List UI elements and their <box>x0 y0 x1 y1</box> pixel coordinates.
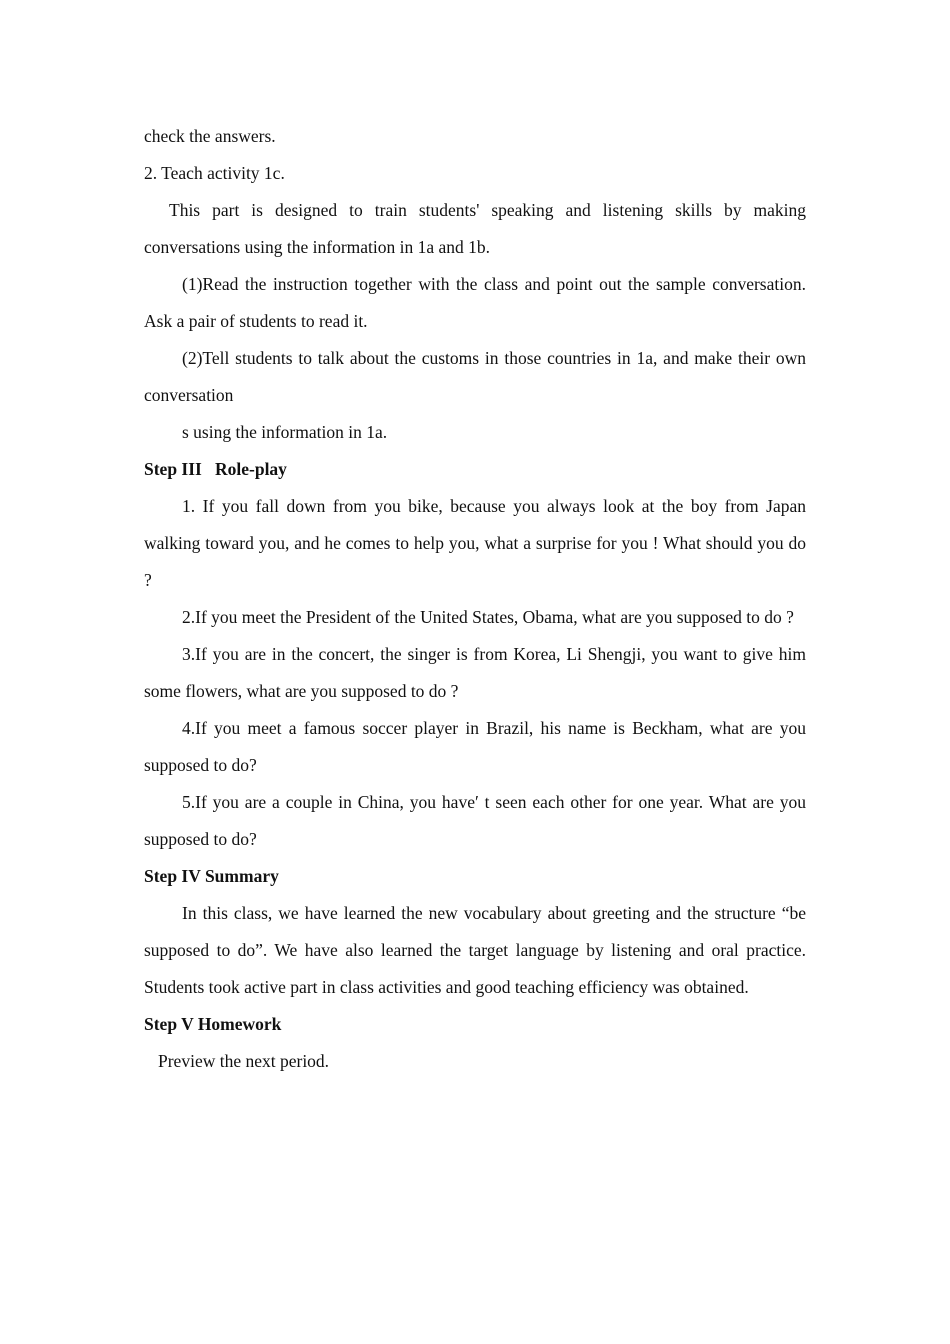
homework-text: Preview the next period. <box>158 1051 330 1071</box>
summary-text: In this class, we have learned the new vocabulary about greeting and the structure “be supposed to do”. We have also learned the target language by listening and oral practice. Students took active part in class activities and good teaching efficiency was obtained. <box>144 903 806 997</box>
paragraph-teach-activity: 2. Teach activity 1c. <box>144 163 285 183</box>
role-play-question-5: 5.If you are a couple in China, you have′ t seen each other for one year. What are you supposed to do? <box>144 792 806 849</box>
document-page <box>144 118 806 1080</box>
heading-step-3: Step III Role-play <box>144 459 287 479</box>
role-play-question-2: 2.If you meet the President of the United States, Obama, what are you supposed to do ? <box>182 607 794 627</box>
paragraph-step-2b: s using the information in 1a. <box>182 422 388 442</box>
paragraph-step-2a: (2)Tell students to talk about the customs in those countries in 1a, and make their own conversation <box>144 348 806 405</box>
heading-step-5: Step V Homework <box>144 1014 282 1034</box>
paragraph-step-1: (1)Read the instruction together with the class and point out the sample conversation. Ask a pair of students to read it. <box>144 274 806 331</box>
heading-step-4: Step IV Summary <box>144 866 279 886</box>
role-play-question-1: 1. If you fall down from you bike, because you always look at the boy from Japan walking toward you, and he comes to help you, what a surprise for you ! What should you do ? <box>144 496 806 590</box>
role-play-question-3: 3.If you are in the concert, the singer is from Korea, Li Shengji, you want to give him some flowers, what are you supposed to do ? <box>144 644 806 701</box>
role-play-question-4: 4.If you meet a famous soccer player in Brazil, his name is Beckham, what are you supposed to do? <box>144 718 806 775</box>
paragraph-part-designed: This part is designed to train students' speaking and listening skills by making conversations using the information in 1a and 1b. <box>144 200 806 257</box>
paragraph-check-answers: check the answers. <box>144 126 276 146</box>
